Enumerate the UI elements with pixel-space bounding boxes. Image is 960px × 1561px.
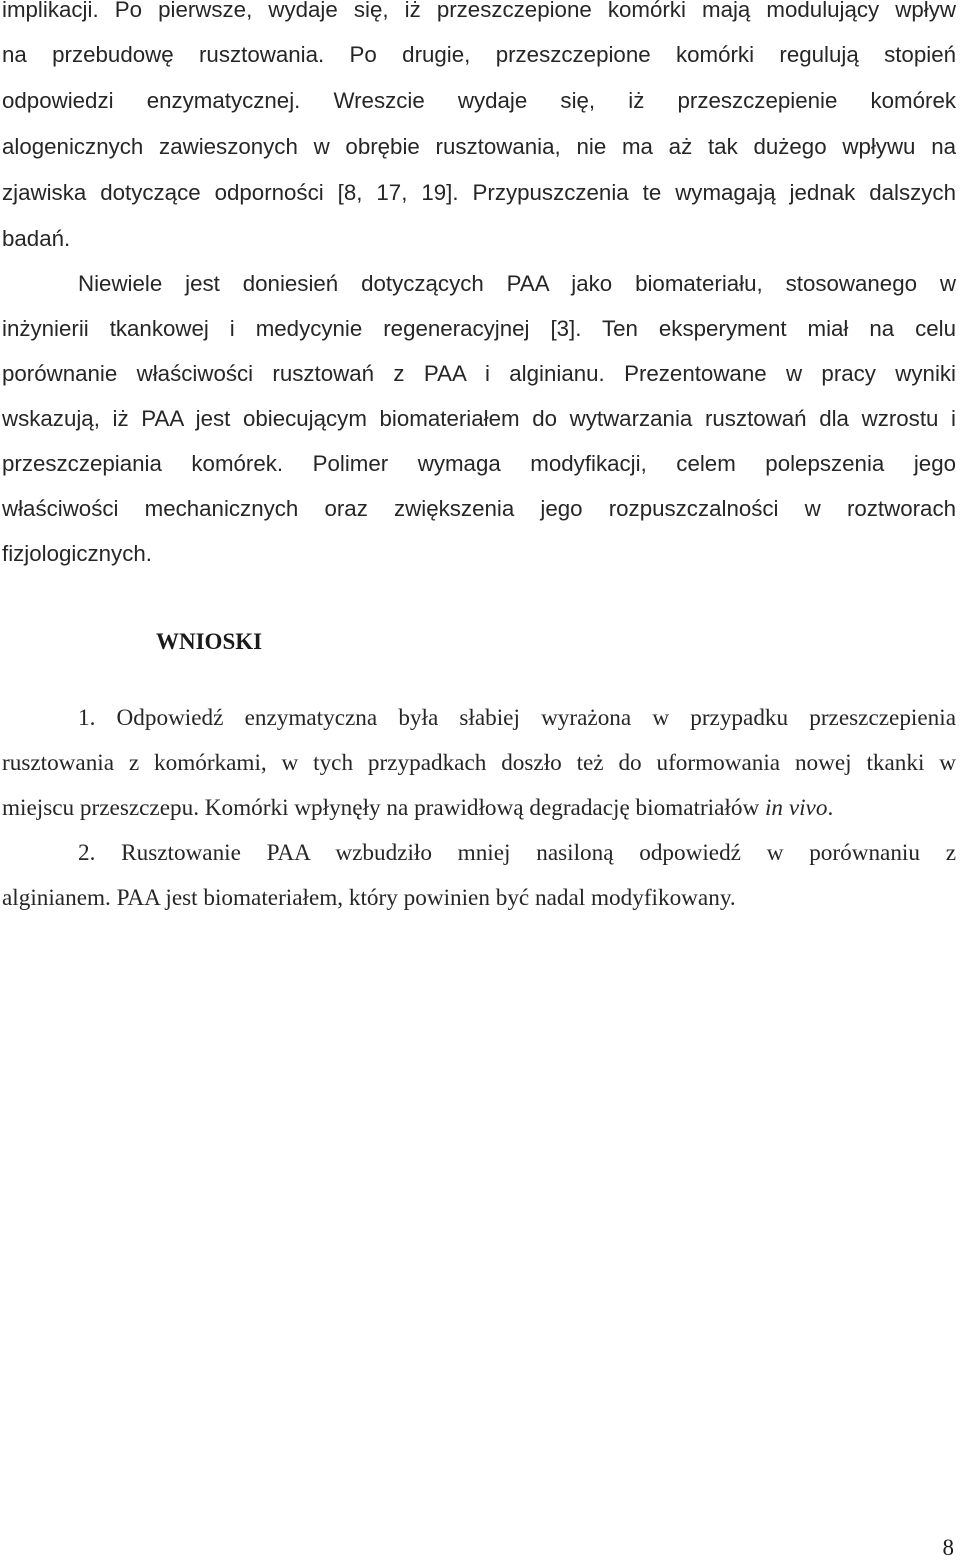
paragraph-1-line-3: odpowiedzi enzymatycznej. Wreszcie wydaje się, iż przeszczepienie komórek	[2, 88, 956, 113]
conclusion-2-line-1: 2. Rusztowanie PAA wzbudziło mniej nasiloną odpowiedź w porównaniu z	[78, 840, 956, 866]
conclusion-1-line-1: 1. Odpowiedź enzymatyczna była słabiej wyrażona w przypadku przeszczepienia	[78, 705, 956, 731]
paragraph-2-line-1: Niewiele jest doniesień dotyczących PAA jako biomateriału, stosowanego w	[78, 271, 956, 296]
paragraph-1-line-2: na przebudowę rusztowania. Po drugie, przeszczepione komórki regulują stopień	[2, 42, 956, 67]
page-number: 8	[942, 1535, 954, 1560]
conclusion-1-in-vivo: in vivo	[764, 795, 828, 821]
conclusion-2-line-2: alginianem. PAA jest biomateriałem, który powinien być nadal modyfikowany.	[2, 885, 736, 911]
paragraph-2-line-6: właściwości mechanicznych oraz zwiększenia jego rozpuszczalności w roztworach	[2, 496, 956, 521]
section-heading-conclusions: WNIOSKI	[156, 629, 263, 654]
paragraph-1-line-5: zjawiska dotyczące odporności [8, 17, 19]. Przypuszczenia te wymagają jednak dalszych	[2, 180, 956, 205]
conclusion-1-line-3-end: .	[827, 795, 834, 821]
paragraph-2-line-2: inżynierii tkankowej i medycynie regeneracyjnej [3]. Ten eksperyment miał na celu	[2, 316, 956, 341]
paragraph-2-line-4: wskazują, iż PAA jest obiecującym biomateriałem do wytwarzania rusztowań dla wzrostu i	[2, 406, 956, 431]
conclusion-1-line-3	[2, 794, 956, 822]
paragraph-1-line-6: badań.	[2, 226, 71, 251]
paragraph-1-line-4: alogenicznych zawieszonych w obrębie rusztowania, nie ma aż tak dużego wpływu na	[2, 134, 956, 159]
paragraph-2-line-5: przeszczepiania komórek. Polimer wymaga modyfikacji, celem polepszenia jego	[2, 451, 956, 476]
paragraph-1-line-1: implikacji. Po pierwsze, wydaje się, iż przeszczepione komórki mają modulujący wpływ	[2, 0, 956, 22]
paragraph-2-line-3: porównanie właściwości rusztowań z PAA i alginianu. Prezentowane w pracy wyniki	[2, 361, 956, 386]
paragraph-2-line-7: fizjologicznych.	[2, 541, 152, 566]
conclusion-1-line-2: rusztowania z komórkami, w tych przypadkach doszło też do uformowania nowej tkanki w	[2, 750, 956, 776]
conclusion-1-line-3-text: miejscu przeszczepu. Komórki wpłynęły na prawidłową degradację biomatriałów	[2, 795, 765, 821]
